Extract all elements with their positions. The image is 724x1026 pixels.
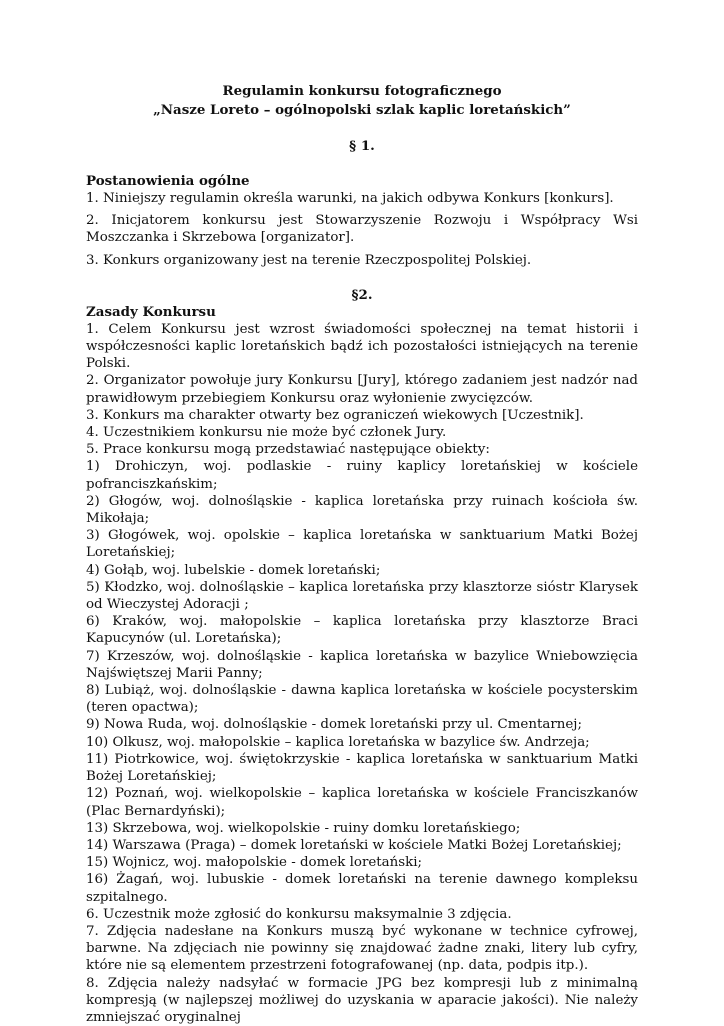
section-2-paragraph: 13) Skrzebowa, woj. wielkopolskie - ruiny domku loretańskiego; <box>86 820 521 836</box>
section-2-paragraph: 8) Lubiąż, woj. dolnośląskie - dawna kaplica loretańska w kościele pocysterskim (teren opactwa); <box>86 683 638 716</box>
document-page <box>86 82 638 1026</box>
section-2-paragraph: 4. Uczestnikiem konkursu nie może być członek Jury. <box>86 425 447 441</box>
section-2-paragraph: 2) Głogów, woj. dolnośląskie - kaplica loretańska przy ruinach kościoła św. Mikołaja; <box>86 493 638 527</box>
section-2-paragraph: 5. Prace konkursu mogą przedstawiać następujące obiekty: <box>86 442 490 458</box>
section-1-heading: Postanowienia ogólne <box>86 173 250 189</box>
section-1-paragraph: 1. Niniejszy regulamin określa warunki, na jakich odbywa Konkurs [konkurs]. <box>86 191 614 206</box>
section-2-paragraph: 6) Kraków, woj. małopolskie – kaplica loretańska przy klasztorze Braci Kapucynów (ul. Loretańska); <box>86 614 638 647</box>
section-2-paragraph: 7) Krzeszów, woj. dolnośląskie - kaplica loretańska w bazylice Wniebowzięcia Najświętszej Marii Panny; <box>86 648 638 681</box>
section-2-paragraph: 14) Warszawa (Praga) – domek loretański w kościele Matki Bożej Loretańskiej; <box>86 837 622 853</box>
section-2-paragraph: 16) Żagań, woj. lubuskie - domek loretański na terenie dawnego kompleksu szpitalnego. <box>86 872 638 905</box>
section-1-paragraph: 2. Inicjatorem konkursu jest Stowarzyszenie Rozwoju i Współpracy Wsi Moszczanka i Skrzebowa [organizator]. <box>86 213 638 246</box>
section-2-paragraph: 2. Organizator powołuje jury Konkursu [Jury], którego zadaniem jest nadzór nad prawidłowym przebiegiem Konkursu oraz wyłonienie zwycięzców. <box>86 373 638 406</box>
section-2-heading: Zasady Konkursu <box>86 303 216 320</box>
section-2-number: §2. <box>351 286 373 303</box>
section-1-number: § 1. <box>349 138 375 154</box>
section-2-paragraph: 11) Piotrkowice, woj. świętokrzyskie - kaplica loretańska w sanktuarium Matki Bożej Loretańskiej; <box>86 751 638 785</box>
section-2-paragraph: 3. Konkurs ma charakter otwarty bez ograniczeń wiekowych [Uczestnik]. <box>86 407 584 423</box>
section-2-paragraph: 3) Głogówek, woj. opolskie – kaplica loretańska w sanktuarium Matki Bożej Loretańskiej; <box>86 528 638 561</box>
section-2-paragraph: 6. Uczestnik może zgłosić do konkursu maksymalnie 3 zdjęcia. <box>86 906 512 922</box>
section-1-paragraph: 3. Konkurs organizowany jest na terenie Rzeczpospolitej Polskiej. <box>86 252 532 268</box>
section-2-paragraph: 12) Poznań, woj. wielkopolskie – kaplica loretańska w kościele Franciszkanów (Plac Bernardyński); <box>86 786 638 819</box>
document-title-line-2: „Nasze Loreto – ogólnopolski szlak kaplic loretańskich” <box>153 102 571 118</box>
section-2-paragraph: 8. Zdjęcia należy nadsyłać w formacie JPG bez kompresji lub z minimalną kompresją (w najlepszej możliwej do uzyskania w aparacie jakości). Nie należy zmniejszać oryginalnej <box>86 975 638 1025</box>
section-2-paragraph: 1. Celem Konkursu jest wzrost świadomości społecznej na temat historii i współczesności kaplic loretańskich bądź ich pozostałości istniejących na terenie Polski. <box>86 321 638 372</box>
document-title-line-1: Regulamin konkursu fotograficznego <box>222 83 502 99</box>
section-2-paragraph: 5) Kłodzko, woj. dolnośląskie – kaplica loretańska przy klasztorze sióstr Klarysek od Wieczystej Adoracji ; <box>86 579 638 613</box>
section-2-body <box>86 321 638 1026</box>
section-2-paragraph: 1) Drohiczyn, woj. podlaskie - ruiny kaplicy loretańskiej w kościele pofranciszkańskim; <box>86 459 638 492</box>
section-2-paragraph: 4) Gołąb, woj. lubelskie - domek loretański; <box>86 562 381 578</box>
section-2-paragraph: 7. Zdjęcia nadesłane na Konkurs muszą być wykonane w technice cyfrowej, barwne. Na zdjęciach nie powinny się znajdować żadne znaki, litery lub cyfry, które nie są elementem przestrzeni fotografowanej (np. data, podpis itp.). <box>86 923 638 974</box>
section-2-paragraph: 9) Nowa Ruda, woj. dolnośląskie - domek loretański przy ul. Cmentarnej; <box>86 717 582 733</box>
section-2-paragraph: 10) Olkusz, woj. małopolskie – kaplica loretańska w bazylice św. Andrzeja; <box>86 734 590 750</box>
section-2-paragraph: 15) Wojnicz, woj. małopolskie - domek loretański; <box>86 855 423 871</box>
